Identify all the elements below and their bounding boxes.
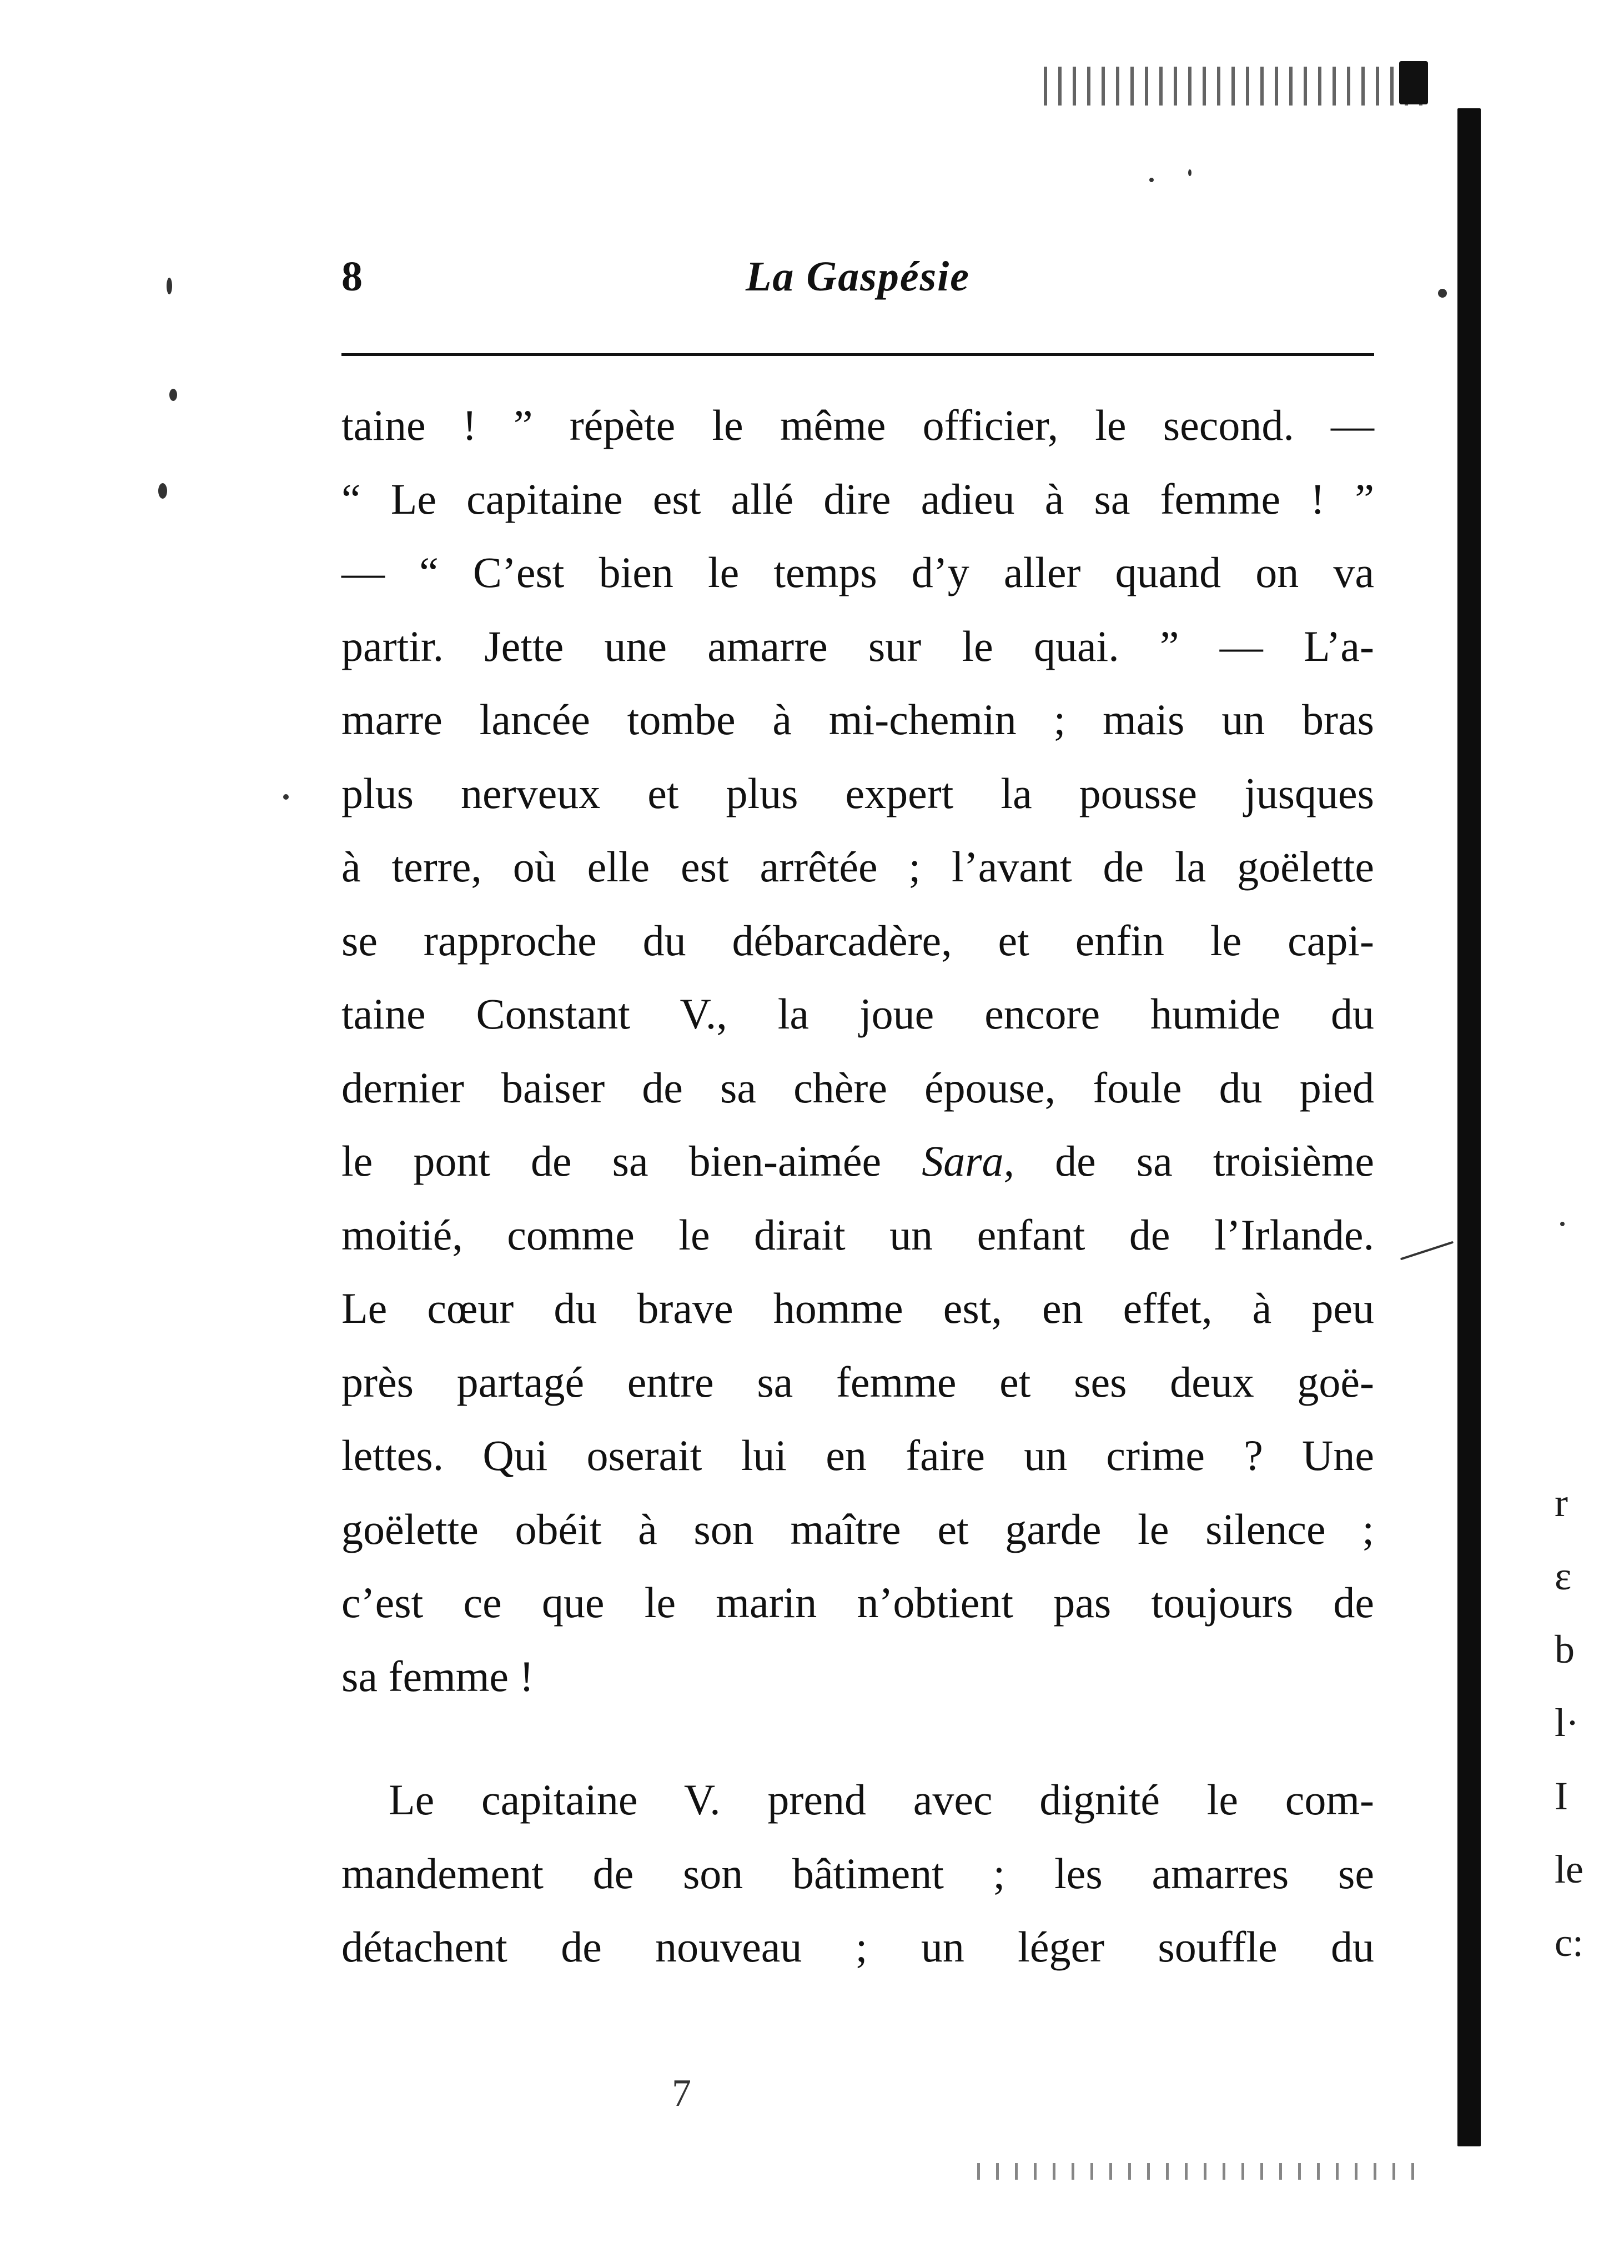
margin-letter: r: [1555, 1481, 1568, 1525]
page-number: 8: [341, 253, 363, 300]
text-line: sa femme !: [341, 1652, 534, 1700]
text-line: dernier baiser de sa chère épouse, foule du pied: [341, 1063, 1374, 1112]
text-line: près partagé entre sa femme et ses deux goë-: [341, 1357, 1374, 1406]
margin-letter: I: [1555, 1774, 1568, 1818]
binding-edge-bar: [1457, 108, 1481, 2146]
scan-artifact-top-mark: [1399, 61, 1428, 104]
margin-letter: b: [1555, 1627, 1575, 1672]
scan-speck: [1560, 1222, 1565, 1226]
text-line: taine ! ” répète le même officier, le second. —: [341, 401, 1374, 449]
header-rule: [341, 353, 1374, 356]
margin-letter: ε: [1555, 1554, 1572, 1598]
text-segment: de sa troisième: [1055, 1137, 1374, 1185]
text-line: goëlette obéit à son maître et garde le silence ;: [341, 1504, 1374, 1553]
text-line: taine Constant V., la joue encore humide du: [341, 990, 1374, 1038]
text-line: mandement de son bâtiment ; les amarres se: [341, 1849, 1374, 1898]
scan-artifact-top: [1044, 67, 1427, 106]
text-line: détachent de nouveau ; un léger souffle du: [341, 1923, 1374, 1971]
page-header: [341, 253, 1374, 325]
text-line: lettes. Qui oserait lui en faire un crime ? Une: [341, 1431, 1374, 1479]
paragraph-gap: [341, 1713, 1374, 1763]
footer-mark: 7: [672, 2072, 691, 2115]
scan-speck: [283, 794, 289, 800]
text-line: moitié, comme le dirait un enfant de l’Irlande.: [341, 1210, 1374, 1259]
margin-letter: l·: [1555, 1700, 1579, 1745]
text-segment: le pont de sa bien-aimée: [341, 1137, 882, 1185]
text-line: partir. Jette une amarre sur le quai. ” — L’a-: [341, 621, 1374, 670]
text-line: — “ C’est bien le temps d’y aller quand on va: [341, 548, 1374, 596]
scan-speck: [1400, 1241, 1454, 1261]
text-line: Le capitaine V. prend avec dignité le com-: [389, 1775, 1374, 1824]
text-line: “ Le capitaine est allé dire adieu à sa femme ! ”: [341, 474, 1374, 523]
text-line: plus nerveux et plus expert la pousse jusques: [341, 769, 1374, 817]
text-line: Le cœur du brave homme est, en effet, à peu: [341, 1284, 1374, 1332]
scan-speck: [169, 389, 177, 401]
ship-name: Sara,: [922, 1137, 1015, 1185]
scan-speck: [158, 483, 167, 499]
running-title: La Gaspésie: [745, 253, 971, 300]
scan-artifact-bottom: [977, 2163, 1421, 2180]
scan-speck: [1438, 289, 1447, 298]
facing-page-letters: [1555, 1466, 1616, 1979]
scan-speck: [1188, 169, 1191, 176]
margin-letter: c:: [1555, 1920, 1583, 1965]
text-line: c’est ce que le marin n’obtient pas toujours de: [341, 1578, 1374, 1627]
margin-letter: le: [1555, 1847, 1583, 1891]
text-line: se rapproche du débarcadère, et enfin le capi-: [341, 916, 1374, 965]
scan-speck: [167, 278, 172, 294]
text-line: marre lancée tombe à mi-chemin ; mais un bras: [341, 695, 1374, 744]
scan-speck: [1149, 178, 1154, 182]
text-line-with-ship-name: [341, 1125, 1374, 1198]
body-text: [341, 389, 1374, 1984]
text-line: à terre, où elle est arrêtée ; l’avant de la goëlette: [341, 842, 1374, 891]
